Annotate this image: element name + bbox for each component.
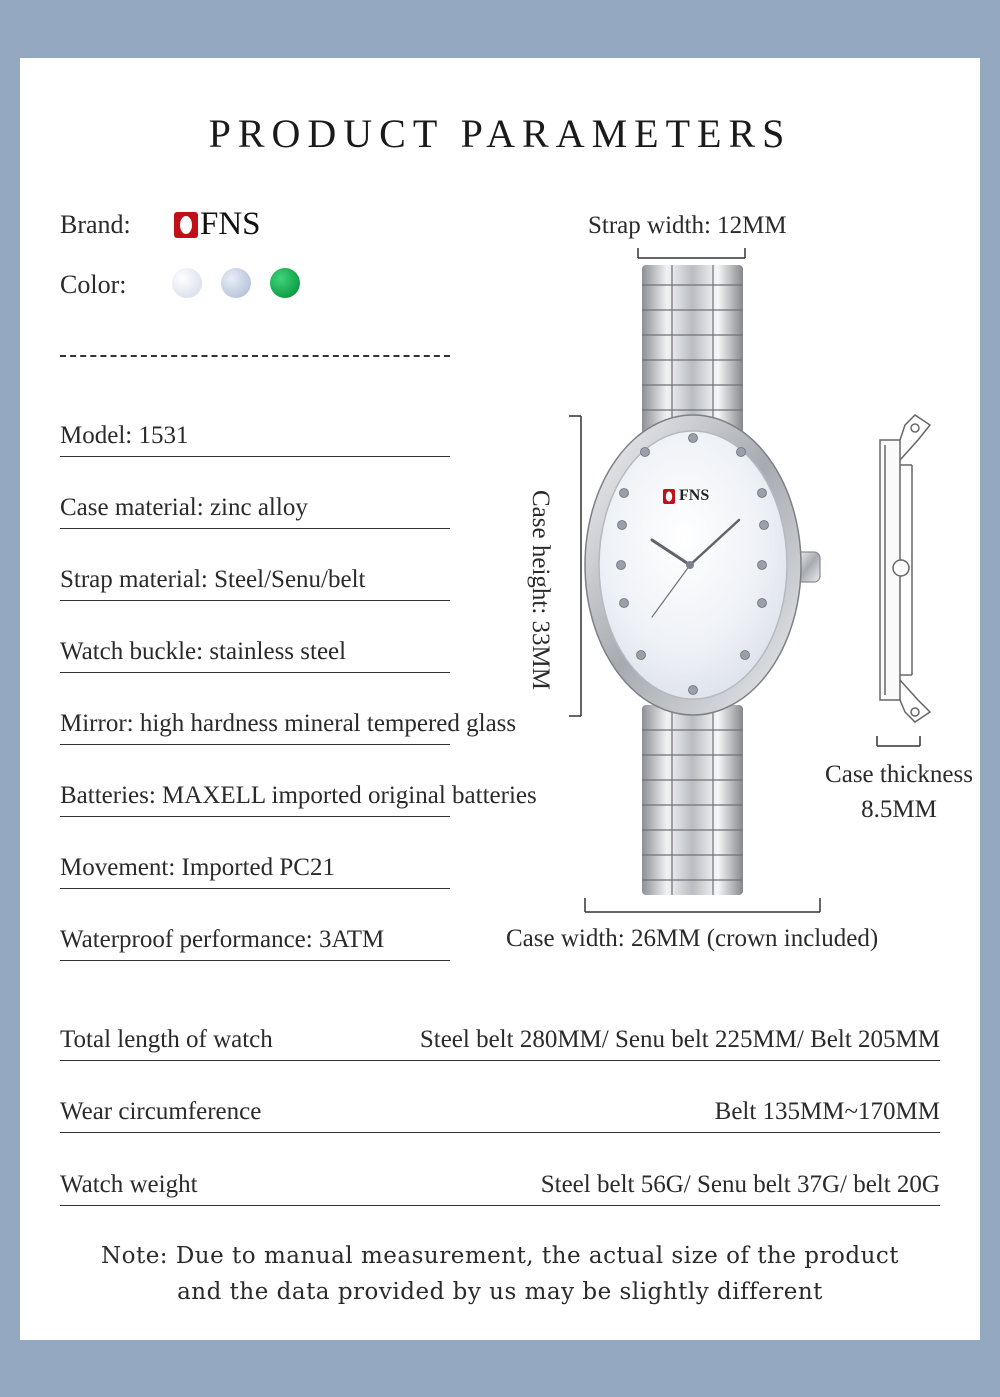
case-width-bracket (585, 898, 820, 912)
case-thickness-bracket (877, 736, 920, 746)
table-row-label: Watch weight (60, 1171, 198, 1198)
watch-side-view (880, 415, 930, 722)
note-line-1: Note: Due to manual measurement, the actual size of the product (100, 1243, 900, 1269)
table-row-wear-circumference (60, 1092, 940, 1133)
page-title: PRODUCT PARAMETERS (208, 111, 792, 156)
spec-text: Waterproof performance: 3ATM (60, 926, 385, 953)
table-row-value: Steel belt 56G/ Senu belt 37G/ belt 20G (540, 1171, 940, 1198)
table-row-value: Belt 135MM~170MM (714, 1098, 940, 1125)
case-width-label: Case width: 26MM (crown included) (506, 925, 879, 952)
spec-text: Watch buckle: stainless steel (60, 638, 347, 665)
table-row-total-length (60, 1020, 940, 1061)
strap-width-label: Strap width: 12MM (588, 212, 787, 239)
brand-label: Brand: (60, 210, 131, 239)
spec-text: Movement: Imported PC21 (60, 854, 335, 881)
strap-width-bracket (638, 248, 745, 258)
case-thickness-label: Case thickness (825, 761, 973, 788)
spec-text: Strap material: Steel/Senu/belt (60, 566, 366, 593)
table-row-label: Total length of watch (60, 1026, 273, 1053)
table-row-watch-weight (60, 1165, 940, 1206)
brand-logo-text: FNS (200, 206, 261, 242)
lower-bracelet (642, 705, 743, 895)
spec-text: Case material: zinc alloy (60, 494, 308, 521)
case-height-bracket (569, 416, 581, 716)
spec-text: Model: 1531 (60, 422, 189, 449)
table-row-label: Wear circumference (60, 1098, 262, 1125)
dial-logo-text: FNS (679, 487, 710, 504)
spec-text: Mirror: high hardness mineral tempered glass (60, 710, 517, 737)
color-label: Color: (60, 270, 127, 299)
note-line-2: and the data provided by us may be slightly different (177, 1279, 823, 1305)
spec-text: Batteries: MAXELL imported original batteries (60, 782, 537, 809)
case-thickness-value: 8.5MM (861, 796, 937, 823)
table-row-value: Steel belt 280MM/ Senu belt 225MM/ Belt 205MM (419, 1026, 940, 1053)
case-height-label: Case height: 33MM (527, 490, 554, 690)
